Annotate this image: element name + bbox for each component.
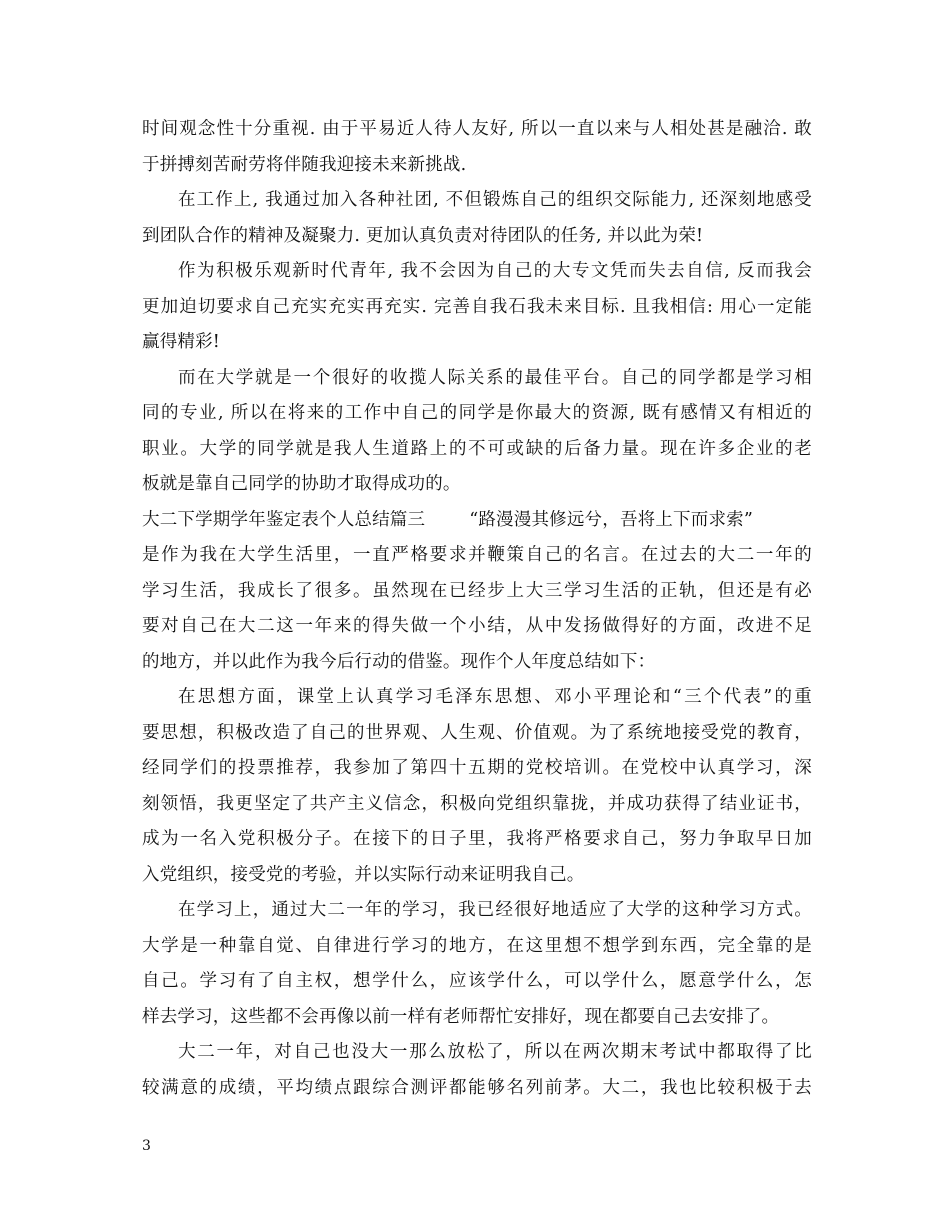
text-line: 在学习上，通过大二一年的学习，我已经很好地适应了大学的这种学习方式。 [178,900,812,920]
text-line: 大学是一种靠自觉、自律进行学习的地方，在这里想不想学到东西，完全靠的是 [142,935,812,956]
text-line: 而在大学就是一个很好的收揽人际关系的最佳平台。自己的同学都是学习相 [178,367,812,388]
text-line: 在思想方面，课堂上认真学习毛泽东思想、邓小平理论和“三个代表”的重 [178,687,812,707]
text-line: 自己。学习有了自主权，想学什么，应该学什么，可以学什么，愿意学什么，怎 [142,971,812,991]
text-line: 的地方，并以此作为我今后行动的借鉴。现作个人年度总结如下： [142,651,656,672]
text-line: 时间观念性十分重视. 由于平易近人待人友好, 所以一直以来与人相处甚是融洽. 敢 [142,119,812,139]
text-line: 大二一年，对自己也没大一那么放松了，所以在两次期末考试中都取得了比 [178,1042,812,1062]
text-line: 较满意的成绩，平均绩点跟综合测评都能够名列前茅。大二，我也比较积极于去 [142,1077,812,1098]
text-line: 入党组织，接受党的考验，并以实际行动来证明我自己。 [142,864,585,885]
text-line: 刻领悟，我更坚定了共产主义信念，积极向党组织靠拢，并成功获得了结业证书， [142,793,812,814]
text-line: 样去学习，这些都不会再像以前一样有老师帮忙安排好，现在都要自己去安排了。 [142,1006,780,1027]
text-line: 学习生活，我成长了很多。虽然现在已经步上大三学习生活的正轨，但还是有必 [142,580,812,601]
text-line: 赢得精彩! [142,332,221,352]
section-heading-line [142,503,812,539]
text-line: 于拼搏刻苦耐劳将伴随我迎接未来新挑战. [142,154,467,175]
text-line: 要思想，积极改造了自己的世界观、人生观、价值观。为了系统地接受党的教育， [142,722,812,743]
text-line: 经同学们的投票推荐，我参加了第四十五期的党校培训。在党校中认真学习，深 [142,758,812,778]
text-line: 成为一名入党积极分子。在接下的日子里，我将严格要求自己，努力争取早日加 [142,829,812,849]
document-page [142,112,812,1106]
text-line: 更加迫切要求自己充实充实再充实. 完善自我石我未来目标. 且我相信: 用心一定能 [142,296,812,317]
text-line: 在工作上, 我通过加入各种社团, 不但锻炼自己的组织交际能力, 还深刻地感受 [178,190,812,210]
text-line: 要对自己在大二这一年来的得失做一个小结，从中发扬做得好的方面，改进不足 [142,616,812,636]
text-line: 板就是靠自己同学的协助才取得成功的。 [142,474,461,494]
text-line: 是作为我在大学生活里，一直严格要求并鞭策自己的名言。在过去的大二一年的 [142,545,812,565]
text-line: 职业。大学的同学就是我人生道路上的不可或缺的后备力量。现在许多企业的老 [142,438,812,459]
section-quote: “路漫漫其修远兮，吾将上下而求索” [469,509,753,530]
text-line: 作为积极乐观新时代青年, 我不会因为自己的大专文凭而失去自信, 反而我会 [178,261,812,281]
section-heading: 大二下学期学年鉴定表个人总结篇三 [142,509,426,530]
page-number: 3 [142,1138,151,1154]
text-line: 同的专业, 所以在将来的工作中自己的同学是你最大的资源, 既有感情又有相近的 [142,403,812,423]
text-line: 到团队合作的精神及凝聚力. 更加认真负责对待团队的任务, 并以此为荣! [142,225,704,246]
